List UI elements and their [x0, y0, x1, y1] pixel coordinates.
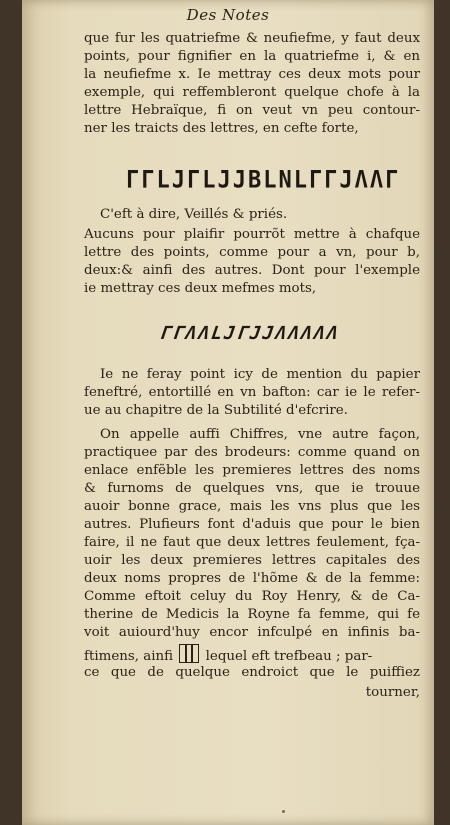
text-line: & furnoms de quelques vns, que ie trouue — [84, 481, 420, 496]
text-segment: lequel eft trefbeau ; par- — [205, 649, 373, 664]
text-line: points, pour fignifier en la quatriefme i, & en — [84, 49, 420, 64]
ink-speck — [282, 810, 285, 813]
text-segment: ftimens, ainfi — [84, 649, 174, 664]
text-line: ie mettray ces deux mefmes mots, — [84, 281, 317, 296]
cipher-line: ΓΓLJΓLJJBLNLΓΓJΛΛΓ — [126, 166, 401, 195]
text-line: la neufiefme x. Ie mettray ces deux mots pour — [84, 67, 420, 82]
catchword: tourner, — [365, 685, 420, 700]
text-line: voit auiourd'huy encor infculpé en infinis ba- — [84, 625, 420, 640]
text-line: practiquee par des brodeurs: comme quand on — [84, 445, 420, 460]
text-line: Comme eftoit celuy du Roy Henry, & de Ca- — [84, 589, 420, 604]
text-line: auoir bonne grace, mais les vns plus que les — [84, 499, 420, 514]
text-line: lettre Hebraïque, fi on veut vn peu contour- — [84, 103, 420, 118]
text-line: feneftré, entortillé en vn bafton: car ie le refer- — [84, 385, 420, 400]
text-line: autres. Plufieurs font d'aduis que pour le bien — [84, 517, 420, 532]
book-page — [22, 0, 434, 825]
monogram-icon — [179, 644, 199, 663]
text-line: enlace enfẽble les premieres lettres des noms — [84, 463, 420, 478]
text-line: ner les traicts des lettres, en cefte forte, — [84, 121, 359, 136]
text-line: ue au chapitre de la Subtilité d'efcrire. — [84, 403, 348, 418]
text-line: deux:& ainfi des autres. Dont pour l'exemple — [84, 263, 420, 278]
text-line: C'eft à dire, Veillés & priés. — [100, 207, 288, 222]
text-line: On appelle auffi Chiffres, vne autre façon, — [100, 427, 420, 442]
text-line: faire, il ne faut que deux lettres feulement, fça- — [84, 535, 420, 550]
text-line: uoir les deux premieres lettres capitales des — [84, 553, 420, 568]
text-line: therine de Medicis la Royne fa femme, qui fe — [84, 607, 420, 622]
text-line: que fur les quatriefme & neufiefme, y faut deux — [84, 31, 420, 46]
cipher-line: ΓΓΛΛLJΓJJΛΛΛΛΛ — [158, 323, 342, 344]
text-line: exemple, qui reffembleront quelque chofe à la — [84, 85, 420, 100]
text-line: deux noms propres de l'hõme & de la femme: — [84, 571, 420, 586]
text-line: lettre des points, comme pour a vn, pour b, — [84, 245, 420, 260]
text-line — [84, 644, 420, 662]
text-line: Aucuns pour plaifir pourrõt mettre à chafque — [84, 227, 420, 242]
text-line: ce que de quelque endroict que le puiffiez — [84, 665, 420, 680]
running-header: Des Notes — [186, 6, 270, 24]
text-line: Ie ne feray point icy de mention du papier — [100, 367, 420, 382]
